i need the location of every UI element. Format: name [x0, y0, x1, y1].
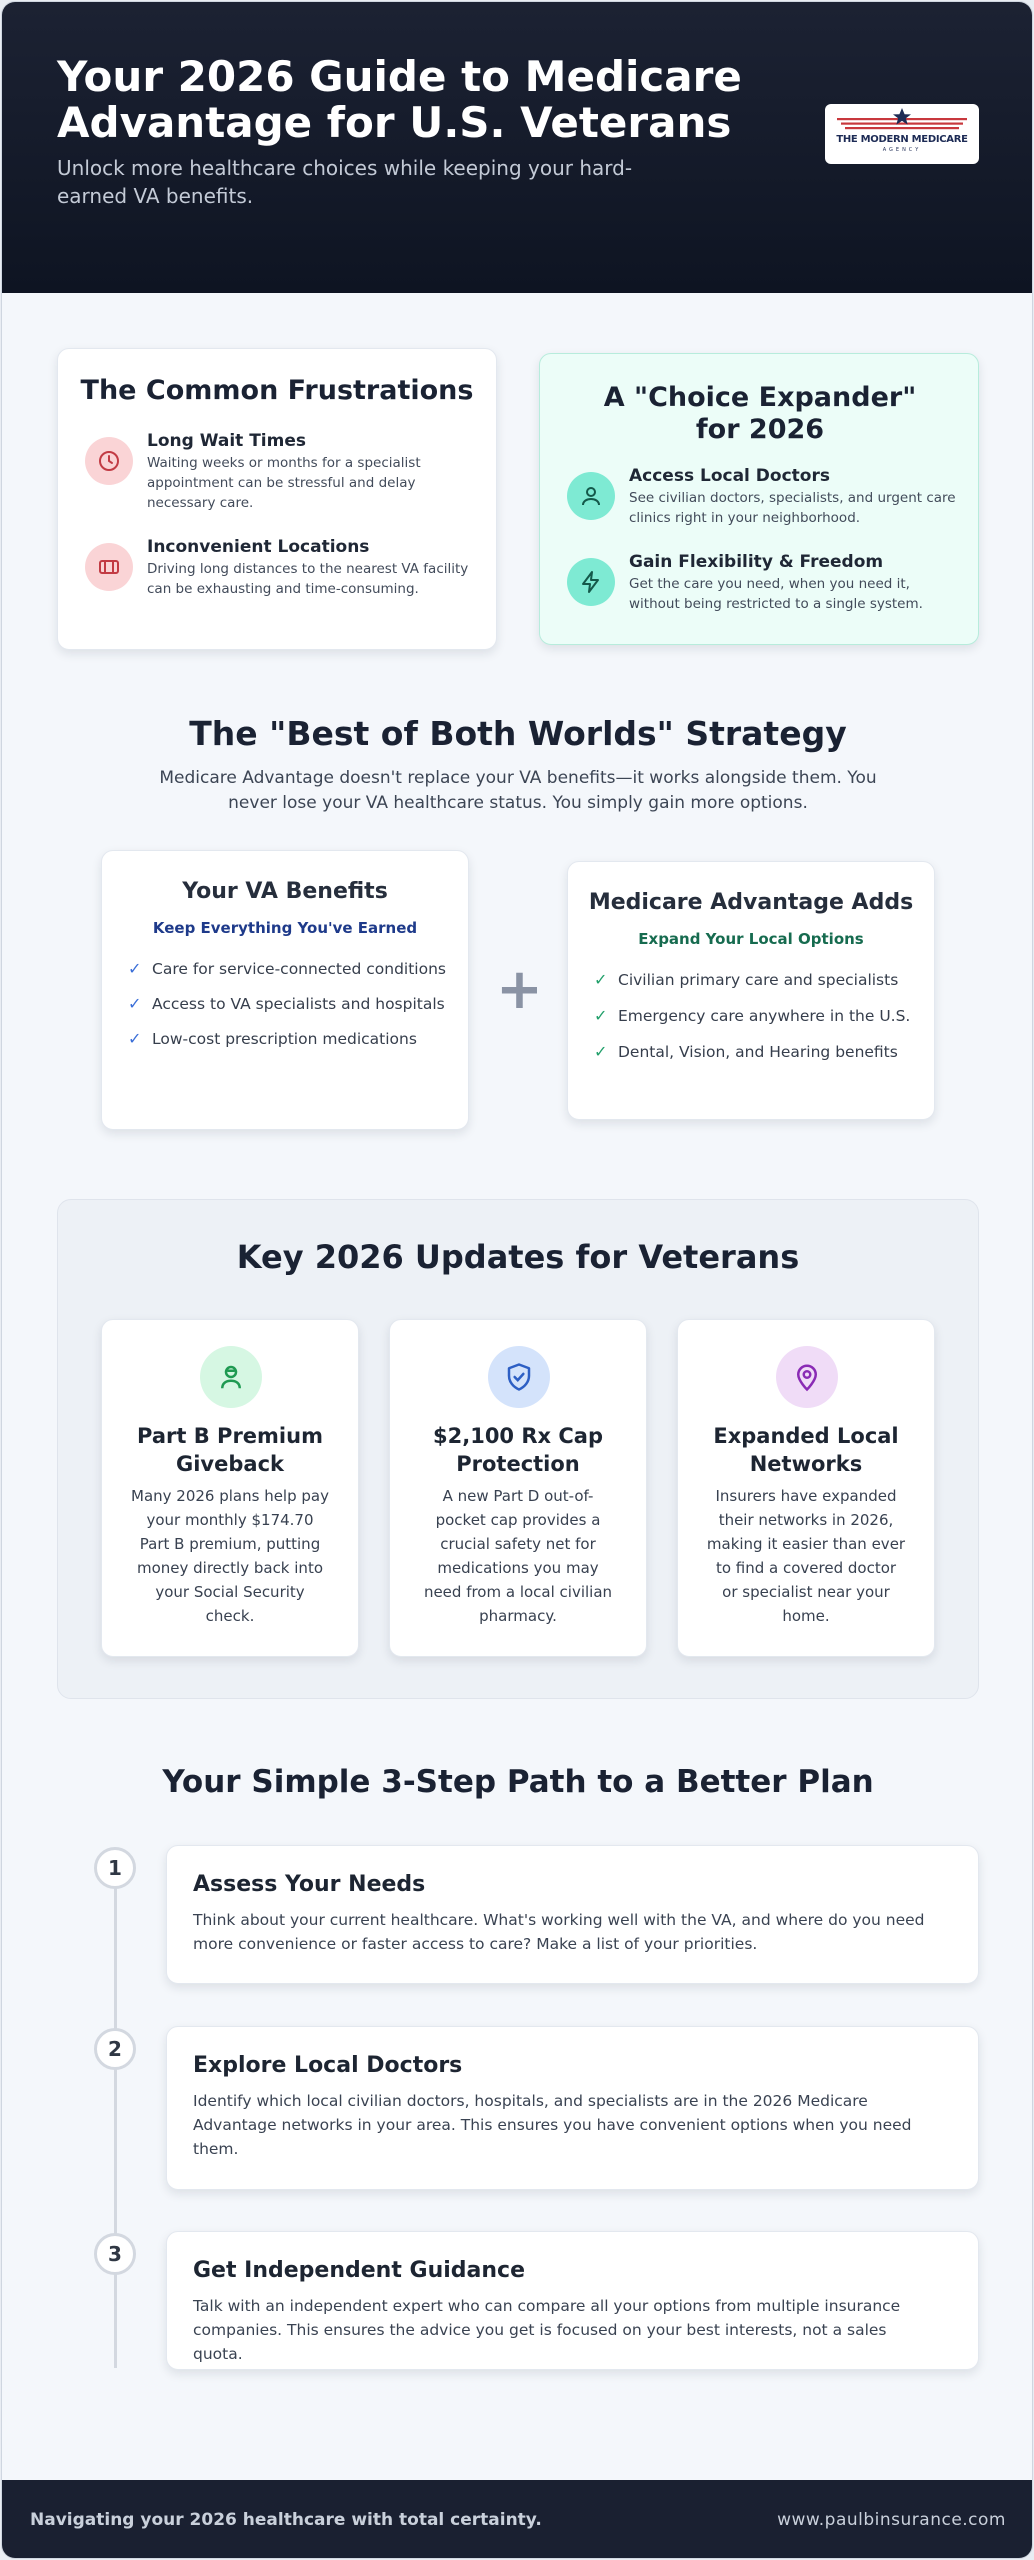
header-banner: [2, 2, 1033, 293]
step-desc: Talk with an independent expert who can compare all your options from multiple insurance companies. This ensures the advice you get is focused on your best interests, not a sales quota.: [193, 2297, 901, 2363]
page-subtitle: Unlock more healthcare choices while keeping your hard-earned VA benefits.: [57, 156, 633, 208]
step-number: 2: [94, 2028, 136, 2070]
frustration-item-title: Inconvenient Locations: [147, 537, 370, 557]
list-item: ✓ Access to VA specialists and hospitals: [128, 992, 448, 1016]
car-icon: [85, 543, 133, 591]
lightning-icon: [567, 558, 615, 606]
update-card-desc: A new Part D out-of-pocket cap provides a crucial safety net for medications you may need from a local civilian pharmacy.: [423, 1487, 613, 1625]
step-card: [166, 2026, 979, 2190]
step-desc: Identify which local civilian doctors, hospitals, and specialists are in the 2026 Medicare Advantage networks in your area. This ensures you have convenient options when you need them.: [193, 2092, 912, 2158]
update-card-title: Part B Premium Giveback: [137, 1424, 323, 1476]
va-benefits-tag: Keep Everything You've Earned: [152, 919, 418, 937]
logo-subtext: AGENCY: [882, 147, 922, 153]
footer-tagline: Navigating your 2026 healthcare with total certainty.: [30, 2510, 542, 2530]
plus-sign: +: [496, 957, 543, 1022]
update-card-desc: Insurers have expanded their networks in 2026, making it easier than ever to find a covered doctor or specialist near your home.: [706, 1487, 906, 1625]
step-title: Explore Local Doctors: [193, 2053, 463, 2078]
check-icon: ✓: [594, 1006, 608, 1025]
check-icon: ✓: [594, 970, 608, 989]
steps-title: Your Simple 3-Step Path to a Better Plan: [162, 1764, 874, 1800]
strategy-title: The "Best of Both Worlds" Strategy: [189, 714, 847, 753]
check-icon: ✓: [594, 1042, 608, 1061]
page-title: Your 2026 Guide to Medicare Advantage for U.S. Veterans: [57, 52, 742, 147]
logo-text: THE MODERN MEDICARE: [836, 134, 968, 145]
infographic-page: [1, 1, 1033, 2559]
va-benefits-card: [101, 850, 469, 1130]
expander-item-desc: See civilian doctors, specialists, and urgent care clinics right in your neighborhood.: [629, 490, 956, 526]
update-card: [677, 1319, 935, 1657]
doctor-icon: [567, 472, 615, 520]
step-title: Assess Your Needs: [193, 1872, 426, 1897]
expander-title: A "Choice Expander" for 2026: [603, 382, 917, 445]
ma-adds-tag: Expand Your Local Options: [638, 930, 864, 948]
key-updates-section: [57, 1199, 979, 1699]
ma-adds-title: Medicare Advantage Adds: [588, 890, 914, 915]
step-number: 3: [94, 2233, 136, 2275]
check-icon: ✓: [128, 959, 142, 978]
list-item: ✓ Care for service-connected conditions: [128, 957, 448, 981]
strategy-desc: Medicare Advantage doesn't replace your VA benefits—it works alongside them. You never lose your VA healthcare status. You simply gain more options.: [159, 768, 877, 813]
frustration-item-desc: Driving long distances to the nearest VA facility can be exhausting and time-consuming.: [147, 561, 469, 597]
va-benefits-title: Your VA Benefits: [182, 879, 388, 904]
clock-icon: [85, 437, 133, 485]
flag-star-icon: [825, 104, 979, 136]
frustrations-card: [57, 348, 497, 650]
step-title: Get Independent Guidance: [193, 2258, 525, 2283]
va-benefits-list: [128, 957, 448, 1051]
list-item: ✓ Emergency care anywhere in the U.S.: [594, 1004, 914, 1028]
check-icon: ✓: [128, 1029, 142, 1048]
check-icon: ✓: [128, 994, 142, 1013]
expander-item-title: Access Local Doctors: [629, 466, 830, 486]
list-item: ✓ Low-cost prescription medications: [128, 1027, 448, 1051]
expander-item-desc: Get the care you need, when you need it, without being restricted to a single system.: [629, 576, 923, 612]
update-card-title: Expanded Local Networks: [713, 1424, 899, 1476]
frustration-item-desc: Waiting weeks or months for a specialist appointment can be stressful and delay necessary care.: [147, 455, 421, 511]
step-card: [166, 2231, 979, 2370]
location-pin-icon: [776, 1346, 838, 1408]
list-item: ✓ Civilian primary care and specialists: [594, 968, 914, 992]
footer: [2, 2480, 1033, 2559]
footer-website-link[interactable]: www.paulbinsurance.com: [777, 2510, 1006, 2530]
updates-title: Key 2026 Updates for Veterans: [236, 1238, 800, 1276]
list-item: ✓ Dental, Vision, and Hearing benefits: [594, 1040, 914, 1064]
shield-icon: [488, 1346, 550, 1408]
update-card: [389, 1319, 647, 1657]
timeline-line: [114, 1868, 117, 2368]
frustrations-title: The Common Frustrations: [80, 375, 474, 406]
step-desc: Think about your current healthcare. What's working well with the VA, and where do you need more convenience or faster access to care? Make a list of your priorities.: [193, 1911, 925, 1953]
expander-item-title: Gain Flexibility & Freedom: [629, 552, 884, 572]
frustration-item-title: Long Wait Times: [147, 431, 306, 451]
update-card: [101, 1319, 359, 1657]
step-number: 1: [94, 1847, 136, 1889]
medicare-advantage-card: [567, 861, 935, 1120]
agency-logo: [825, 104, 979, 164]
update-card-title: $2,100 Rx Cap Protection: [433, 1424, 603, 1476]
ma-adds-list: [594, 968, 914, 1064]
person-icon: [200, 1346, 262, 1408]
step-card: [166, 1845, 979, 1984]
update-card-desc: Many 2026 plans help pay your monthly $174.70 Part B premium, putting money directly back into your Social Security check.: [131, 1487, 329, 1625]
choice-expander-card: [539, 353, 979, 645]
